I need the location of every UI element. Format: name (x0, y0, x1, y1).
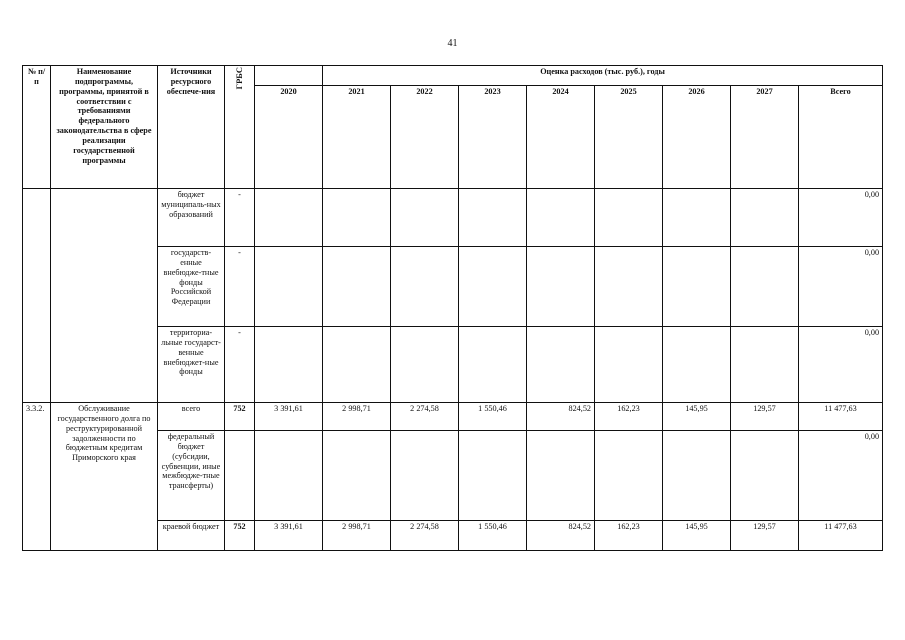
value-cell: 824,52 (527, 521, 595, 551)
value-cell: 3 391,61 (255, 521, 323, 551)
header-year: 2021 (323, 86, 391, 189)
value-cell: 162,23 (595, 403, 663, 431)
value-cell (459, 431, 527, 521)
value-cell: 2 998,71 (323, 403, 391, 431)
table-row (23, 403, 883, 431)
value-cell: 824,52 (527, 403, 595, 431)
value-cell (527, 431, 595, 521)
header-year: 2027 (731, 86, 799, 189)
grbs-cell: - (225, 327, 255, 403)
header-year: 2023 (459, 86, 527, 189)
header-year: 2026 (663, 86, 731, 189)
source-cell: бюджет муниципаль-ных образований (158, 189, 225, 247)
total-cell: 0,00 (799, 431, 883, 521)
grbs-cell: - (225, 247, 255, 327)
grbs-cell: 752 (225, 403, 255, 431)
name-cell (51, 189, 158, 403)
value-cell: 2 998,71 (323, 521, 391, 551)
header-estimate: Оценка расходов (тыс. руб.), годы (323, 66, 883, 86)
value-cell: 145,95 (663, 521, 731, 551)
header-row (23, 66, 883, 86)
value-cell (323, 431, 391, 521)
source-cell: всего (158, 403, 225, 431)
header-year: 2024 (527, 86, 595, 189)
header-year: 2025 (595, 86, 663, 189)
header-grbs: ГРБС (225, 66, 255, 189)
value-cell (595, 431, 663, 521)
grbs-cell: 752 (225, 521, 255, 551)
total-cell: 0,00 (799, 327, 883, 403)
source-cell: территориа-льные государст-венные внебюджет-ные фонды (158, 327, 225, 403)
total-cell: 11 477,63 (799, 521, 883, 551)
page-number: 41 (447, 38, 458, 49)
header-blank (255, 66, 323, 86)
header-source: Источники ресурсного обеспече-ния (158, 66, 225, 189)
grbs-cell (225, 431, 255, 521)
value-cell (731, 431, 799, 521)
value-cell: 129,57 (731, 403, 799, 431)
value-cell: 162,23 (595, 521, 663, 551)
value-cell (391, 431, 459, 521)
source-cell: федеральный бюджет (субсидии, субвенции, иные межбюдже-тные трансферты) (158, 431, 225, 521)
value-cell: 3 391,61 (255, 403, 323, 431)
value-cell (255, 431, 323, 521)
header-num: № п/п (23, 66, 51, 189)
header-name: Наименование подпрограммы, программы, принятой в соответствии с требованиями федерального законодательства в сфере реализации государственной программы (51, 66, 158, 189)
item-name: Обслуживание государственного долга по реструктурированной задолженности по бюджетным кредитам Приморского края (51, 403, 158, 551)
value-cell: 1 550,46 (459, 521, 527, 551)
grbs-cell: - (225, 189, 255, 247)
total-cell: 0,00 (799, 247, 883, 327)
source-cell: государств-енные внебюдже-тные фонды Российской Федерации (158, 247, 225, 327)
value-cell: 2 274,58 (391, 403, 459, 431)
value-cell: 1 550,46 (459, 403, 527, 431)
num-cell (23, 189, 51, 403)
header-total: Всего (799, 86, 883, 189)
value-cell: 2 274,58 (391, 521, 459, 551)
value-cell: 145,95 (663, 403, 731, 431)
item-num: 3.3.2. (23, 403, 51, 551)
value-cell: 129,57 (731, 521, 799, 551)
expenditure-table (22, 65, 883, 551)
source-cell: краевой бюджет (158, 521, 225, 551)
table-row (23, 189, 883, 247)
total-cell: 0,00 (799, 189, 883, 247)
total-cell: 11 477,63 (799, 403, 883, 431)
header-year: 2020 (255, 86, 323, 189)
value-cell (663, 431, 731, 521)
header-year: 2022 (391, 86, 459, 189)
